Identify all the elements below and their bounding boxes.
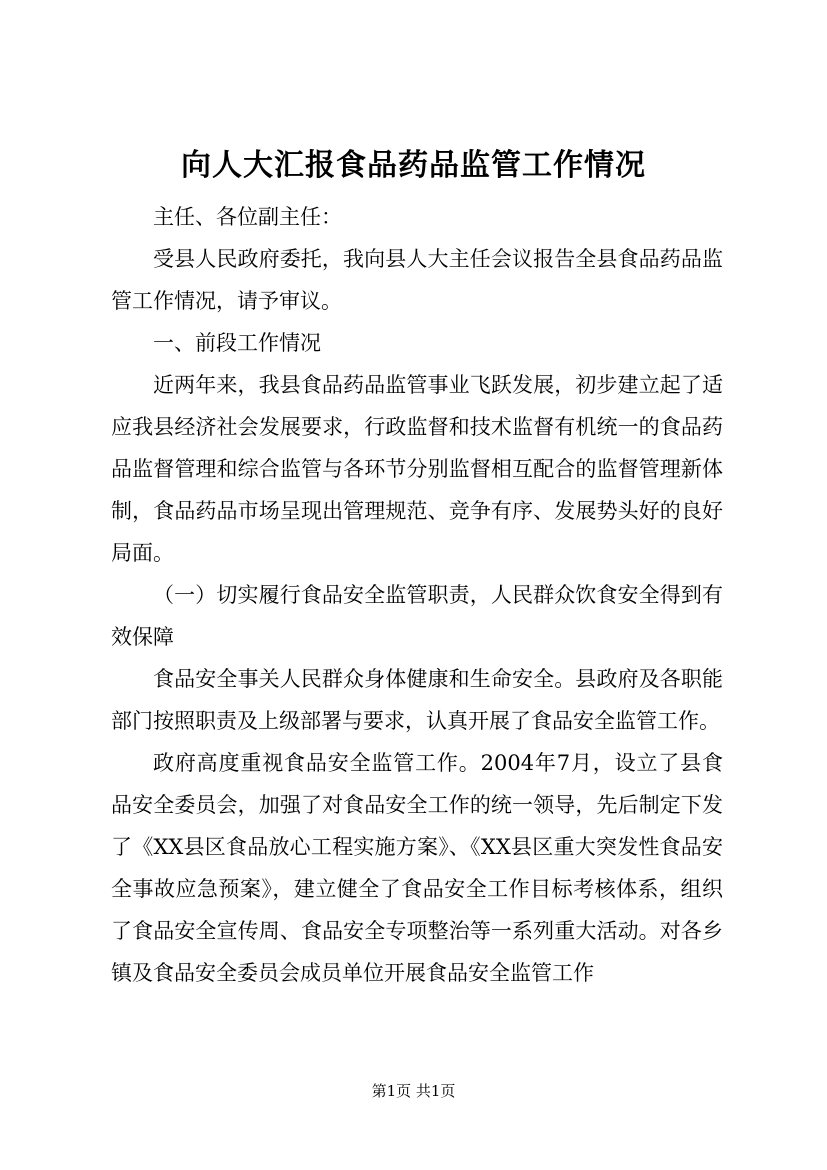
paragraph-government: 政府高度重视食品安全监管工作。2004年7月，设立了县食品安全委员会，加强了对食品安全工作的统一领导，先后制定下发了《XX县区食品放心工程实施方案》、《XX县区重大突发性食品安全事故应急预案》，建立健全了食品安全工作目标考核体系，组织了食品安全宣传周、食品安全专项整治等一系列重大活动。对各乡镇及食品安全委员会成员单位开展食品安全监管工作	[111, 751, 723, 985]
paragraph-intro: 受县人民政府委托，我向县人大主任会议报告全县食品药品监管工作情况，请予审议。	[111, 247, 723, 313]
document-title: 向人大汇报食品药品监管工作情况	[181, 148, 646, 183]
subsection-heading: （一）切实履行食品安全监管职责，人民群众饮食安全得到有效保障	[111, 583, 723, 649]
paragraph-food-safety: 食品安全事关人民群众身体健康和生命安全。县政府及各职能部门按照职责及上级部署与要求，认真开展了食品安全监管工作。	[111, 667, 723, 733]
salutation: 主任、各位副主任：	[153, 205, 342, 229]
document-body	[111, 196, 723, 994]
page-footer: 第1页 共1页	[371, 1082, 456, 1100]
paragraph-overview: 近两年来，我县食品药品监管事业飞跃发展，初步建立起了适应我县经济社会发展要求，行政监督和技术监督有机统一的食品药品监督管理和综合监管与各环节分别监督相互配合的监督管理新体制，食品药品市场呈现出管理规范、竞争有序、发展势头好的良好局面。	[111, 373, 723, 565]
section-heading: 一、前段工作情况	[153, 331, 321, 355]
